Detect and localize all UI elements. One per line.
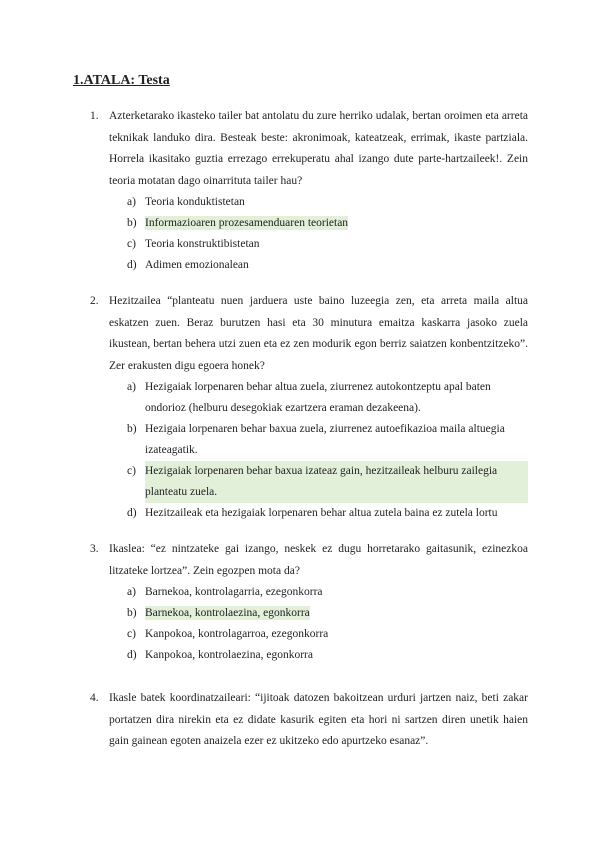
option-c[interactable] (90, 234, 528, 255)
question-text: Azterketarako ikasteko tailer bat antolatu du zure herriko udalak, bertan oroimen eta arreta teknikak landuko dira. Besteak beste: akronimoak, kateatzeak, errimak, ikaste partziala. Horrela ikasitako guztia errezago errekuperatu ahal izango dute parte-hartzaileek!. Zein teoria motatan dago oinarrituta tailer hau? (109, 110, 528, 187)
option-text-highlighted (145, 603, 528, 624)
question-number: 4. (90, 692, 99, 704)
option-a[interactable] (90, 582, 528, 603)
option-letter: a) (127, 196, 136, 208)
option-text: Hezitzaileak eta hezigaiak lorpenaren behar altua zutela baina ez zutela lortu (145, 507, 498, 519)
question-text: Ikasle batek koordinatzaileari: “ijitoak datozen bakoitzean urduri jartzen naiz, beti zakar portatzen dira nirekin eta ez didate kasurik egiten eta hori ni sartzen diren unetik haien gain gainean egoten anaizela ezer ez ukitzeko edo apurtzeko esanaz”. (109, 692, 528, 747)
option-b[interactable] (90, 603, 528, 624)
option-b[interactable] (90, 419, 528, 461)
option-letter: d) (127, 507, 137, 519)
answer-options (90, 377, 528, 524)
option-a[interactable] (90, 377, 528, 419)
highlight: Informazioaren prozesamenduaren teorietan (145, 217, 349, 229)
option-text: Kanpokoa, kontrolagarroa, ezegonkorra (145, 628, 329, 640)
option-letter: d) (127, 259, 137, 271)
option-text: Teoria konduktistetan (145, 196, 245, 208)
option-text-highlighted (145, 213, 528, 234)
question-text: Ikaslea: “ez nintzateke gai izango, neskek ez dugu horretarako gaitasunik, ezinezkoa litzateke lortzea”. Zein egozpen mota da? (109, 543, 528, 577)
answer-options (90, 192, 528, 276)
option-letter: a) (127, 586, 136, 598)
question-number: 3. (90, 543, 99, 555)
option-letter: b) (127, 607, 137, 619)
question-number: 1. (90, 110, 99, 122)
option-c[interactable] (90, 624, 528, 645)
section-title: 1.ATALA: Testa (73, 73, 170, 88)
question-2 (90, 291, 528, 524)
option-letter: b) (127, 217, 137, 229)
option-d[interactable] (90, 255, 528, 276)
option-d[interactable] (90, 645, 528, 666)
highlight: Barnekoa, kontrolaezina, egonkorra (145, 607, 310, 619)
option-b[interactable] (90, 213, 528, 234)
answer-options (90, 582, 528, 666)
option-d[interactable] (90, 503, 528, 524)
option-text: Hezigaia lorpenaren behar baxua zuela, ziurrenez autoefikazioa maila altuegia izateagatik. (145, 423, 505, 456)
question-text: Hezitzailea “planteatu nuen jarduera uste baino luzeegia zen, eta arreta maila altua eskatzen zuen. Beraz burutzen hasi eta 30 minutura emaitza kaskarra jasoko zuela ikustean, bertan behera utzi zuen eta ez zen modurik egon berriz saiatzen konbentzitzeko”. Zer erakusten digu egoera honek? (109, 295, 528, 372)
option-letter: d) (127, 649, 137, 661)
option-c[interactable] (90, 461, 528, 503)
option-text: Hezigaiak lorpenaren behar altua zuela, ziurrenez autokontzeptu apal baten ondorioz (helburu desegokiak ezartzera eraman dezakeena). (145, 381, 491, 414)
option-letter: c) (127, 628, 136, 640)
option-a[interactable] (90, 192, 528, 213)
option-letter: c) (127, 238, 136, 250)
option-text-highlighted: Hezigaiak lorpenaren behar baxua izateaz gain, hezitzaileak helburu zailegia planteatu zuela. (145, 461, 528, 503)
option-letter: b) (127, 423, 137, 435)
option-text: Adimen emozionalean (145, 259, 249, 271)
option-text: Teoria konstruktibistetan (145, 238, 260, 250)
option-text: Barnekoa, kontrolagarria, ezegonkorra (145, 586, 323, 598)
option-letter: a) (127, 381, 136, 393)
question-number: 2. (90, 295, 99, 307)
option-text: Kanpokoa, kontrolaezina, egonkorra (145, 649, 313, 661)
question-1 (90, 106, 528, 276)
option-letter: c) (127, 465, 136, 477)
question-4 (90, 688, 528, 753)
question-3 (90, 539, 528, 666)
